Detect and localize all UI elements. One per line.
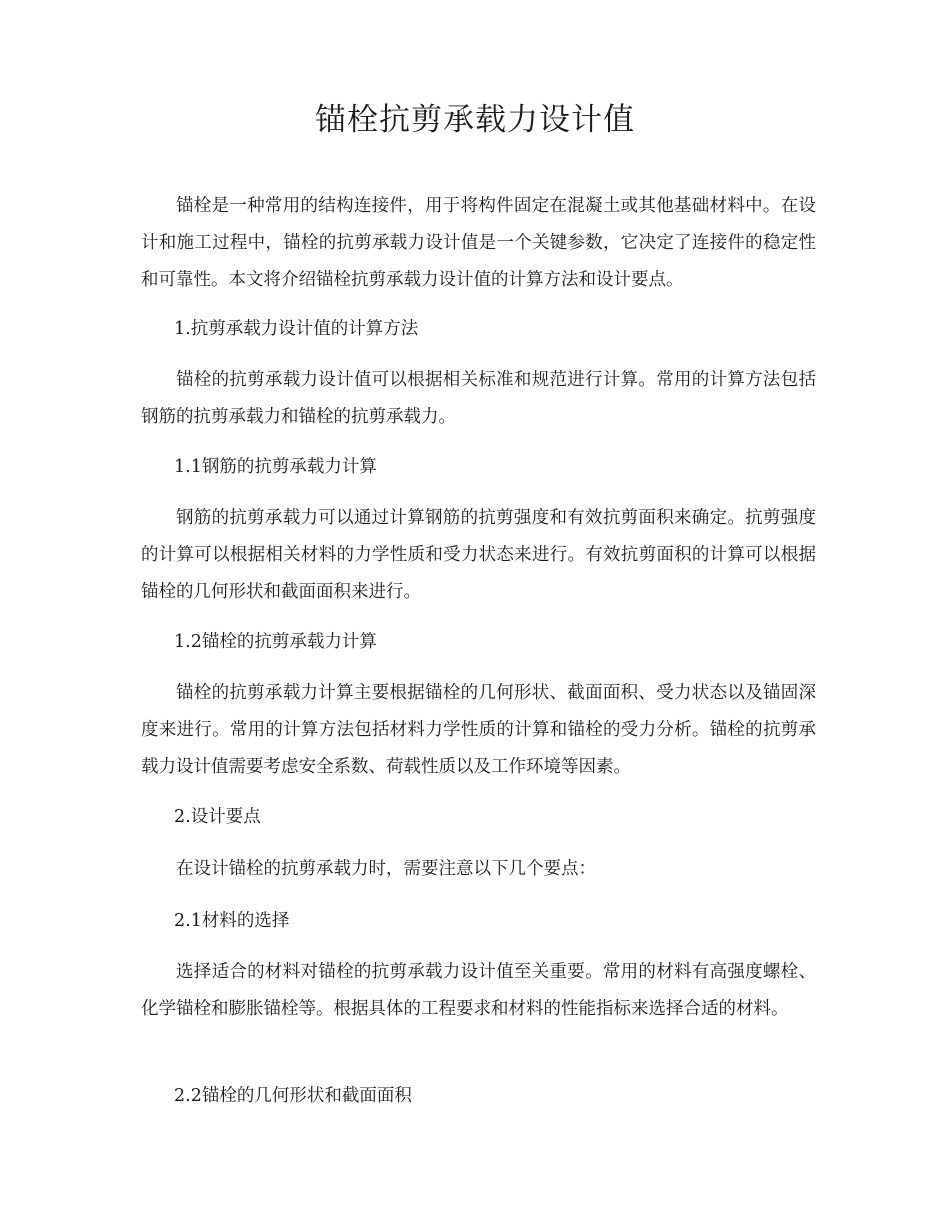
section-heading-2: 2.设计要点 bbox=[174, 807, 261, 827]
section-heading-2-2: 2.2锚栓的几何形状和截面面积 bbox=[174, 1086, 412, 1106]
paragraph-rebar-shear: 钢筋的抗剪承载力可以通过计算钢筋的抗剪强度和有效抗剪面积来确定。抗剪强度的计算可以根据相关材料的力学性质和受力状态来进行。有效抗剪面积的计算可以根据锚栓的几何形状和截面面积来进行。 bbox=[141, 508, 816, 602]
paragraph-intro: 锚栓是一种常用的结构连接件，用于将构件固定在混凝土或其他基础材料中。在设计和施工过程中，锚栓的抗剪承载力设计值是一个关键参数，它决定了连接件的稳定性和可靠性。本文将介绍锚栓抗剪承载力设计值的计算方法和设计要点。 bbox=[141, 196, 816, 290]
section-heading-1-2: 1.2锚栓的抗剪承载力计算 bbox=[174, 632, 377, 652]
paragraph-anchor-shear: 锚栓的抗剪承载力计算主要根据锚栓的几何形状、截面面积、受力状态以及锚固深度来进行。常用的计算方法包括材料力学性质的计算和锚栓的受力分析。锚栓的抗剪承载力设计值需要考虑安全系数、荷载性质以及工作环境等因素。 bbox=[141, 683, 816, 777]
section-heading-1-1: 1.1钢筋的抗剪承载力计算 bbox=[174, 457, 377, 477]
section-heading-2-1: 2.1材料的选择 bbox=[174, 911, 290, 931]
page-title: 锚栓抗剪承载力设计值 bbox=[315, 102, 635, 138]
paragraph-material-selection: 选择适合的材料对锚栓的抗剪承载力设计值至关重要。常用的材料有高强度螺栓、化学锚栓和膨胀锚栓等。根据具体的工程要求和材料的性能指标来选择合适的材料。 bbox=[141, 962, 816, 1019]
paragraph-calculation-methods: 锚栓的抗剪承载力设计值可以根据相关标准和规范进行计算。常用的计算方法包括钢筋的抗剪承载力和锚栓的抗剪承载力。 bbox=[141, 370, 816, 427]
paragraph-design-notes: 在设计锚栓的抗剪承载力时，需要注意以下几个要点： bbox=[176, 859, 596, 879]
section-heading-1: 1.抗剪承载力设计值的计算方法 bbox=[174, 319, 419, 339]
